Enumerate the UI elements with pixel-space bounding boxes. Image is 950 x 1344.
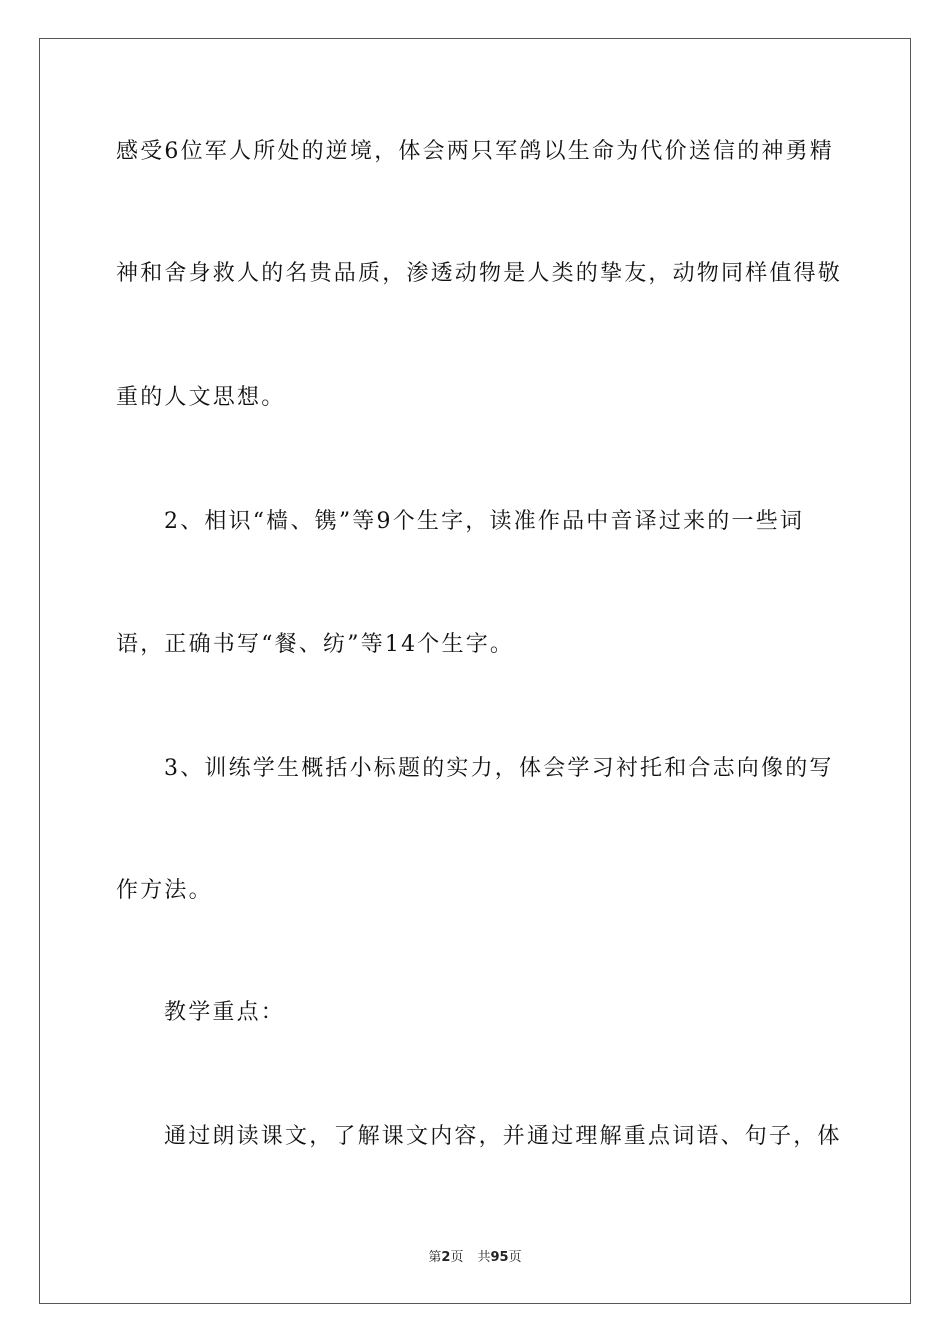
body-text-line: 重的人文思想。 bbox=[116, 385, 286, 410]
page-prefix: 第 bbox=[428, 1250, 442, 1265]
total-pages: 95 bbox=[490, 1250, 509, 1265]
body-text-line: 神和舍身救人的名贵品质，渗透动物是人类的挚友，动物同样值得敬 bbox=[116, 261, 843, 286]
page-footer bbox=[0, 1246, 950, 1265]
page-suffix: 页 bbox=[450, 1250, 464, 1265]
body-text-line: 语，正确书写“餐、纺”等14个生字。 bbox=[116, 632, 515, 657]
body-text-line: 作方法。 bbox=[116, 878, 213, 903]
page-border bbox=[39, 38, 911, 1304]
total-prefix: 共 bbox=[477, 1250, 491, 1265]
body-text-line: 2、相识“樯、镌”等9个生字，读准作品中音译过来的一些词 bbox=[164, 509, 805, 534]
body-text-line: 感受6位军人所处的逆境，体会两只军鸽以生命为代价送信的神勇精 bbox=[116, 139, 834, 164]
section-heading: 教学重点： bbox=[164, 1000, 286, 1025]
total-suffix: 页 bbox=[508, 1250, 522, 1265]
page-number: 2 bbox=[441, 1250, 451, 1265]
body-text-line: 通过朗读课文，了解课文内容，并通过理解重点词语、句子，体 bbox=[164, 1124, 842, 1149]
body-text-line: 3、训练学生概括小标题的实力，体会学习衬托和合志向像的写 bbox=[164, 756, 834, 781]
